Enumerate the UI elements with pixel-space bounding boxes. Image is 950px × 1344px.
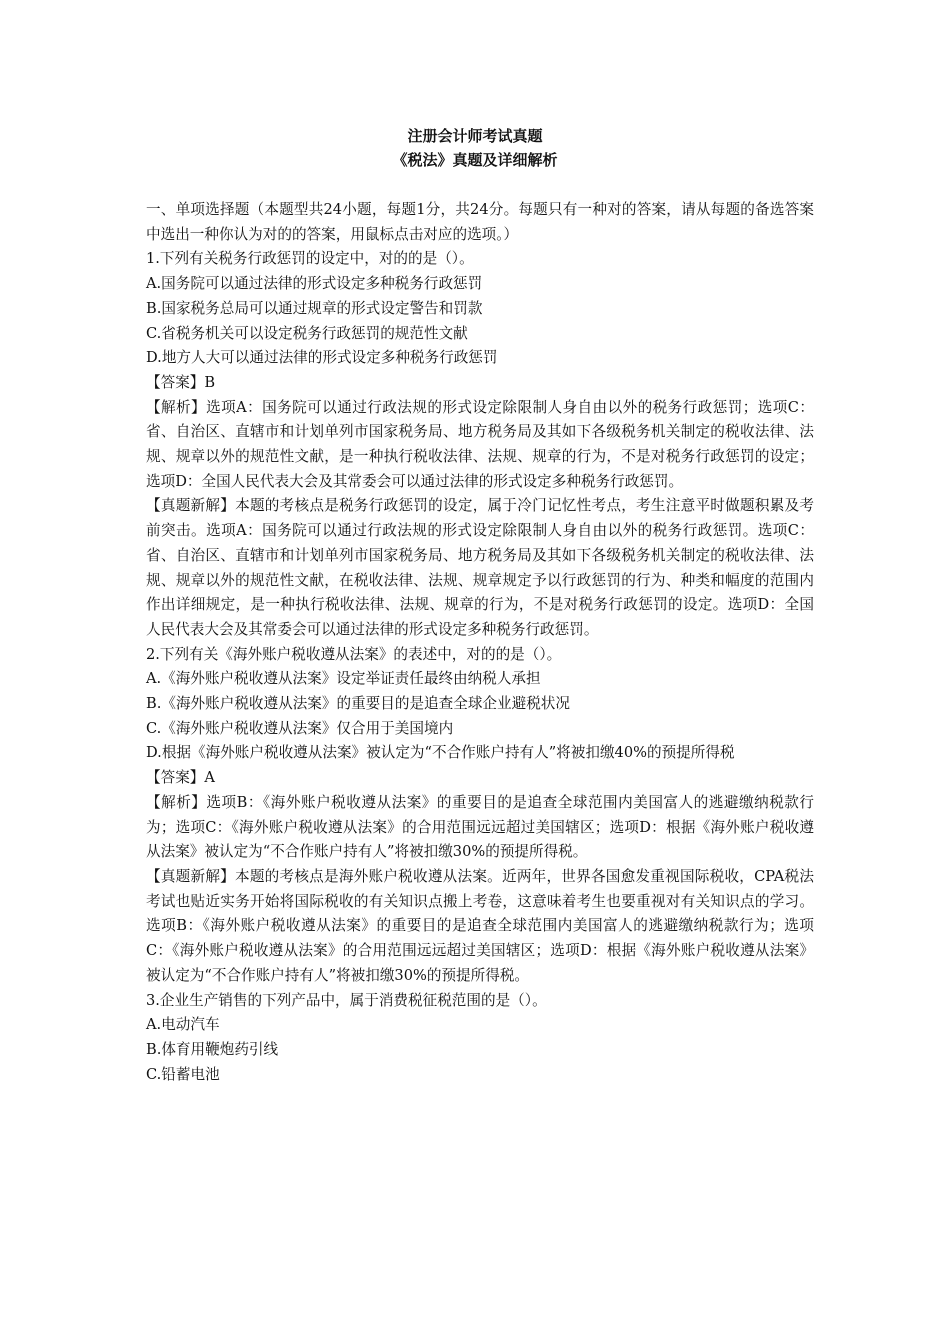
question-1-analysis: 【解析】选项A：国务院可以通过行政法规的形式设定除限制人身自由以外的税务行政惩罚；选项C：省、自治区、直辖市和计划单列市国家税务局、地方税务局及其如下各级税务机关制定的税收法律、法规、规章以外的规范性文献，是一种执行税收法律、法规、规章的行为，不是对税务行政惩罚的设定；选项D：全国人民代表大会及其常委会可以通过法律的形式设定多种税务行政惩罚。 [146,398,814,490]
question-3-option-a: A.电动汽车 [146,1016,220,1034]
document-title: 注册会计师考试真题 [407,127,543,145]
question-3: 3.企业生产销售的下列产品中，属于消费税征税范围的是（）。 [146,991,547,1009]
question-2-option-d: D.根据《海外账户税收遵从法案》被认定为“不合作账户持有人”将被扣缴40%的预提所得税 [146,744,735,762]
question-1: 1.下列有关税务行政惩罚的设定中，对的的是（）。 [146,250,474,268]
question-1-option-b: B.国家税务总局可以通过规章的形式设定警告和罚款 [146,299,483,317]
question-1-option-c: C.省税务机关可以设定税务行政惩罚的规范性文献 [146,324,468,342]
question-2-option-c: C.《海外账户税收遵从法案》仅合用于美国境内 [146,719,454,737]
question-2: 2.下列有关《海外账户税收遵从法案》的表述中，对的的是（）。 [146,645,562,663]
question-2-option-b: B.《海外账户税收遵从法案》的重要目的是追查全球企业避税状况 [146,695,570,713]
question-3-option-b: B.体育用鞭炮药引线 [146,1040,279,1058]
title-block [0,124,950,172]
question-1-answer: 【答案】B [146,373,216,391]
question-3-option-c: C.铅蓄电池 [146,1065,220,1083]
question-2-option-a: A.《海外账户税收遵从法案》设定举证责任最终由纳税人承担 [146,670,541,688]
document-subtitle: 《税法》真题及详细解析 [392,151,558,169]
question-1-option-a: A.国务院可以通过法律的形式设定多种税务行政惩罚 [146,275,483,293]
question-2-answer: 【答案】A [146,769,215,787]
question-1-new-explanation: 【真题新解】本题的考核点是税务行政惩罚的设定，属于冷门记忆性考点，考生注意平时做题积累及考前突击。选项A：国务院可以通过行政法规的形式设定除限制人身自由以外的税务行政惩罚。选项C：省、自治区、直辖市和计划单列市国家税务局、地方税务局及其如下各级税务机关制定的税收法律、法规、规章以外的规范性文献，在税收法律、法规、规章规定予以行政惩罚的行为、种类和幅度的范围内作出详细规定，是一种执行税收法律、法规、规章的行为，不是对税务行政惩罚的设定。选项D：全国人民代表大会及其常委会可以通过法律的形式设定多种税务行政惩罚。 [146,497,814,638]
section-heading: 一、单项选择题（本题型共24小题，每题1分，共24分。每题只有一种对的答案，请从每题的备选答案中选出一种你认为对的的答案，用鼠标点击对应的选项。） [146,201,814,243]
question-2-analysis: 【解析】选项B：《海外账户税收遵从法案》的重要目的是追查全球范围内美国富人的逃避缴纳税款行为；选项C：《海外账户税收遵从法案》的合用范围远远超过美国辖区；选项D：根据《海外账户税收遵从法案》被认定为“不合作账户持有人”将被扣缴30%的预提所得税。 [146,793,814,861]
document-body [146,198,814,1087]
question-1-option-d: D.地方人大可以通过法律的形式设定多种税务行政惩罚 [146,349,498,367]
question-2-new-explanation: 【真题新解】本题的考核点是海外账户税收遵从法案。近两年，世界各国愈发重视国际税收，CPA税法考试也贴近实务开始将国际税收的有关知识点搬上考卷，这意味着考生也要重视对有关知识点的学习。选项B：《海外账户税收遵从法案》的重要目的是追查全球范围内美国富人的逃避缴纳税款行为；选项C：《海外账户税收遵从法案》的合用范围远远超过美国辖区；选项D：根据《海外账户税收遵从法案》被认定为“不合作账户持有人”将被扣缴30%的预提所得税。 [146,867,814,984]
